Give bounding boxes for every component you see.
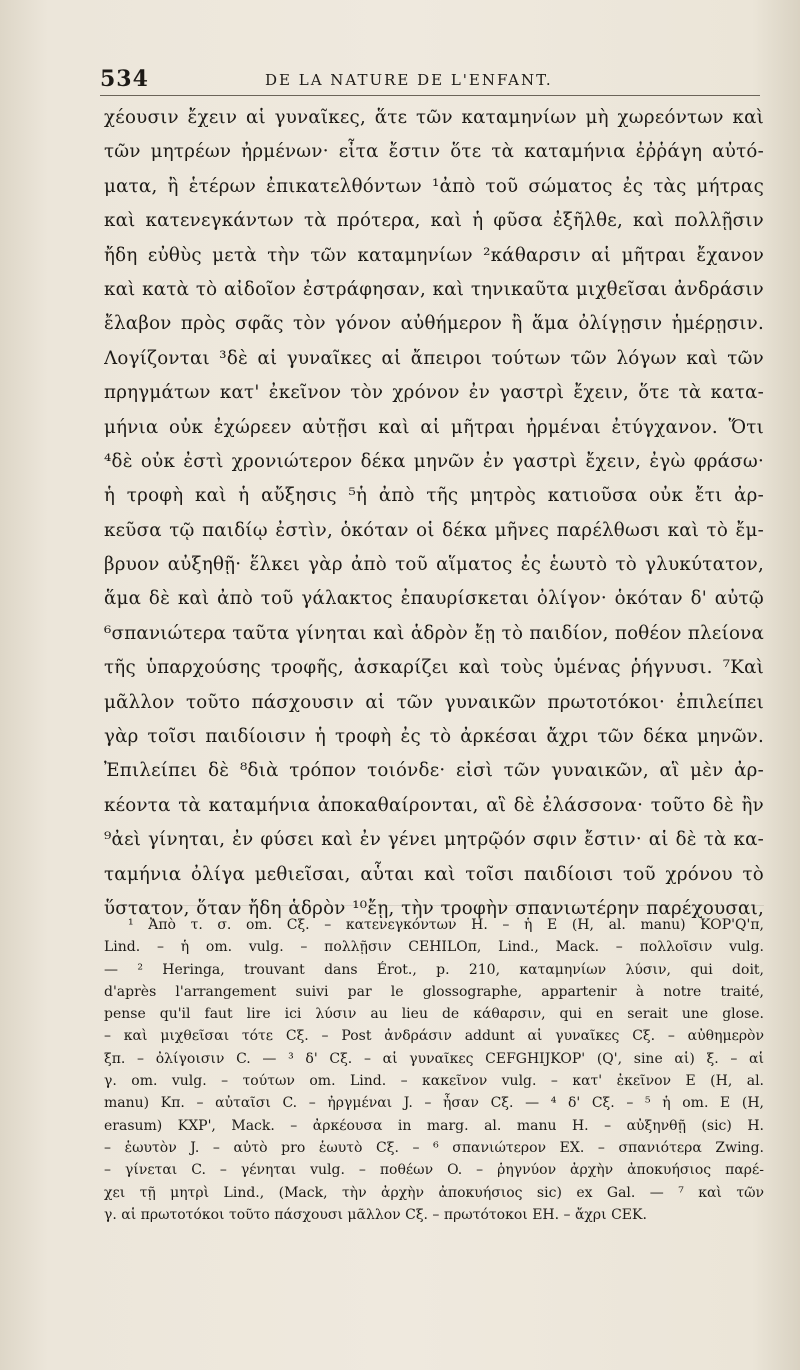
footnote-line: d'après l'arrangement suivi par le glossographe, appartenir à notre traité, <box>104 983 764 1000</box>
body-line: ⁶σπανιώτερα ταῦτα γίνηται καὶ ἁδρὸν ἔῃ τὸ παιδίον, ποθέον πλείονα <box>104 622 764 644</box>
body-line: ταμήνια ὀλίγα μεθιεῖσαι, αὗται καὶ τοῖσι παιδίοισι τοῦ χρόνου τὸ <box>104 863 764 885</box>
running-head: DE LA NATURE DE L'ENFANT. <box>265 71 553 89</box>
body-line: γὰρ τοῖσι παιδίοισιν ἡ τροφὴ ἐς τὸ ἀρκέσαι ἄχρι τῶν δέκα μηνῶν. <box>104 726 764 748</box>
page-header <box>100 66 760 96</box>
body-line: καὶ κατενεγκάντων τὰ πρότερα, καὶ ἡ φῦσα ἐξῆλθε, καὶ πολλῇσιν <box>104 210 764 232</box>
page-number: 534 <box>100 66 149 92</box>
body-line: ⁴δὲ οὐκ ἐστὶ χρονιώτερον δέκα μηνῶν ἐν γαστρὶ ἔχειν, ἐγὼ φράσω· <box>104 450 764 472</box>
body-line: ἅμα δὲ καὶ ἀπὸ τοῦ γάλακτος ἐπαυρίσκεται ὀλίγον· ὁκόταν δ' αὐτῷ <box>104 588 764 610</box>
body-line: χέουσιν ἔχειν αἱ γυναῖκες, ἅτε τῶν καταμηνίων μὴ χωρεόντων καὶ <box>104 107 764 128</box>
body-line: τῶν μητρέων ἠρμένων· εἶτα ἔστιν ὅτε τὰ καταμήνια ἐῤῥάγη αὐτό- <box>104 141 764 163</box>
footnote-line: γ. om. vulg. – τούτων om. Lind. – κακεῖνον vulg. – κατ' ἐκεῖνον E (H, al. <box>104 1073 764 1090</box>
footnote-line: erasum) KXP', Mack. – ἀρκέουσα in marg. al. manu H. – αὐξηνθῇ (sic) H. <box>104 1117 764 1134</box>
body-text <box>104 101 764 926</box>
body-line: βρυον αὐξηθῇ· ἕλκει γὰρ ἀπὸ τοῦ αἵματος ἐς ἑωυτὸ τὸ γλυκύτατον, <box>104 554 764 576</box>
footnote-line: – καὶ μιχθεῖσαι τότε Cξ. – Post ἀνδράσιν addunt αἱ γυναῖκες Cξ. – αὐθημερὸν <box>104 1028 764 1045</box>
body-line: ἤδη εὐθὺς μετὰ τὴν τῶν καταμηνίων ²κάθαρσιν αἱ μῆτραι ἔχανον <box>104 244 764 266</box>
footnote-line: manu) Kπ. – αὐταῖσι C. – ἠργμέναι J. – ἦσαν Cξ. — ⁴ δ' Cξ. – ⁵ ἡ om. E (H, <box>104 1095 764 1112</box>
body-line: ⁹ἀεὶ γίνηται, ἐν φύσει καὶ ἐν γένει μητρῷόν σφιν ἔστιν· αἱ δὲ τὰ κα- <box>104 829 764 851</box>
header-rule <box>100 95 760 96</box>
footnote-separator <box>104 905 764 906</box>
body-line: μήνια οὐκ ἐχώρεεν αὐτῇσι καὶ αἱ μῆτραι ἠρμέναι ἐτύγχανον. Ὅτι <box>104 416 764 438</box>
body-line: Ἐπιλείπει δὲ ⁸διὰ τρόπον τοιόνδε· εἰσὶ τῶν γυναικῶν, αἳ μὲν ἀρ- <box>104 760 764 782</box>
footnote-line: ¹ Ἀπὸ τ. σ. om. Cξ. – κατενεγκόντων H. – ἡ E (H, al. manu) KOP'Q'π, <box>128 917 764 933</box>
body-line: κεῦσα τῷ παιδίῳ ἐστὶν, ὁκόταν οἱ δέκα μῆνες παρέλθωσι καὶ τὸ ἔμ- <box>104 519 764 541</box>
footnote-line: χει τῇ μητρὶ Lind., (Mack, τὴν ἀρχὴν ἀποκυήσιος sic) ex Gal. — ⁷ καὶ τῶν <box>104 1184 764 1201</box>
body-line: μᾶλλον τοῦτο πάσχουσιν αἱ τῶν γυναικῶν πρωτοτόκοι· ἐπιλείπει <box>104 691 764 713</box>
body-line: ματα, ἢ ἑτέρων ἐπικατελθόντων ¹ἀπὸ τοῦ σώματος ἐς τὰς μήτρας <box>104 175 764 197</box>
body-line: ἔλαβον πρὸς σφᾶς τὸν γόνον αὐθήμερον ἢ ἅμα ὀλίγῃσιν ἡμέρῃσιν. <box>104 313 764 335</box>
body-line: καὶ κατὰ τὸ αἰδοῖον ἐστράφησαν, καὶ τηνικαῦτα μιχθεῖσαι ἀνδράσιν <box>104 278 764 300</box>
footnote-line: γ. αἱ πρωτοτόκοι τοῦτο πάσχουσι μᾶλλον Cξ. – πρωτότοκοι EH. – ἄχρι CEK. <box>104 1206 647 1223</box>
body-line: κέοντα τὰ καταμήνια ἀποκαθαίρονται, αἳ δὲ ἐλάσσονα· τοῦτο δὲ ἢν <box>104 794 764 816</box>
body-line: πρηγμάτων κατ' ἐκεῖνον τὸν χρόνον ἐν γαστρὶ ἔχειν, ὅτε τὰ κατα- <box>104 382 764 404</box>
footnote-line: – γίνεται C. – γένηται vulg. – ποθέων O. – ῥηγνύον ἀρχὴν ἀποκυήσιος παρέ- <box>104 1162 764 1179</box>
body-line: Λογίζονται ³δὲ αἱ γυναῖκες αἱ ἄπειροι τούτων τῶν λόγων καὶ τῶν <box>104 347 764 369</box>
footnote-line: — ² Heringa, trouvant dans Érot., p. 210, καταμηνίων λύσιν, qui doit, <box>104 961 764 978</box>
footnote-line: – ἑωυτὸν J. – αὐτὸ pro ἑωυτὸ Cξ. – ⁶ σπανιώτερον EX. – σπανιότερα Zwing. <box>104 1139 764 1156</box>
footnote-line: pense qu'il faut lire ici λύσιν au lieu de κάθαρσιν, qui en serait une glose. <box>104 1006 764 1023</box>
body-line: ὕστατον, ὅταν ἤδη ἁδρὸν ¹⁰ἔῃ, τὴν τροφὴν σπανιωτέρην παρέχουσαι, <box>104 897 764 919</box>
body-line: ἡ τροφὴ καὶ ἡ αὔξησις ⁵ἡ ἀπὸ τῆς μητρὸς κατιοῦσα οὐκ ἔτι ἀρ- <box>104 485 764 507</box>
footnotes <box>104 914 764 1226</box>
body-line: τῆς ὑπαρχούσης τροφῆς, ἀσκαρίζει καὶ τοὺς ὑμένας ῥήγνυσι. ⁷Καὶ <box>104 657 764 679</box>
footnote-line: ξπ. – ὀλίγοισιν C. — ³ δ' Cξ. – αἱ γυναῖκες CEFGHIJKOP' (Q', sine αἱ) ξ. – αἱ <box>104 1050 764 1067</box>
footnote-line: Lind. – ἡ om. vulg. – πολλῇσιν CEHILOπ, Lind., Mack. – πολλοῖσιν vulg. <box>104 939 764 956</box>
